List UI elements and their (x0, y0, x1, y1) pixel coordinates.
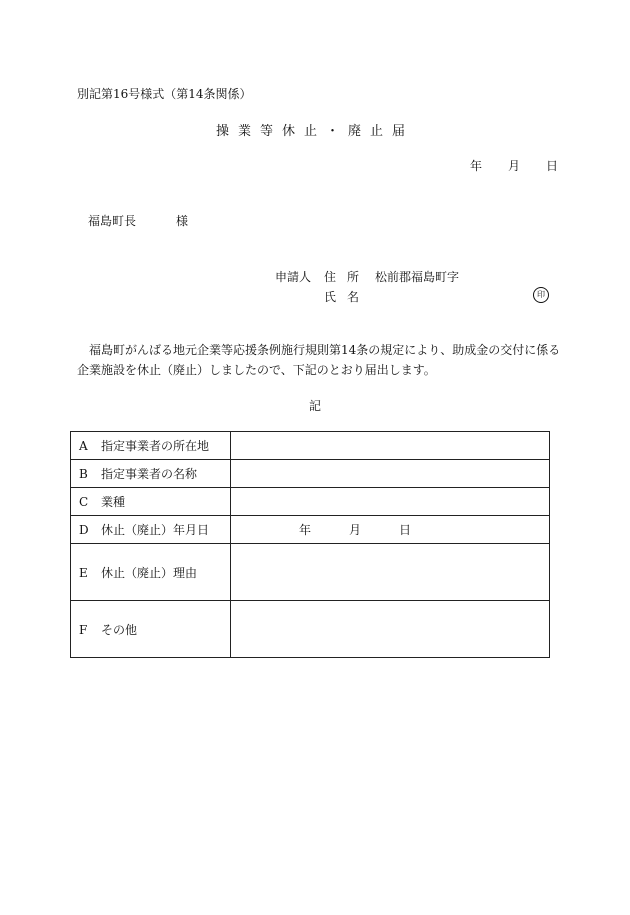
submission-date (470, 157, 558, 174)
name-label: 氏名 (324, 290, 371, 304)
row-label: D 休止（廃止）年月日 (71, 516, 231, 544)
addressee-name: 福島町長 (88, 214, 137, 228)
table-row (71, 460, 550, 488)
row-label: C 業種 (71, 488, 231, 516)
items-table (70, 431, 550, 658)
row-date-month: 月 (349, 523, 362, 537)
row-label: B 指定事業者の名称 (71, 460, 231, 488)
date-day: 日 (546, 159, 559, 173)
company-name-value-cell[interactable] (231, 460, 550, 488)
applicant-label: 申請人 (275, 270, 312, 284)
seal-mark: 印 (533, 287, 549, 303)
table-row (71, 601, 550, 658)
addressee-honorific: 様 (176, 214, 189, 228)
date-year: 年 (470, 159, 483, 173)
suspension-date-cell[interactable] (231, 516, 550, 544)
row-label: A 指定事業者の所在地 (71, 432, 231, 460)
row-date-year: 年 (299, 523, 312, 537)
industry-value-cell[interactable] (231, 488, 550, 516)
table-row (71, 488, 550, 516)
document-title: 操業等休止・廃止届 (215, 124, 414, 139)
date-month: 月 (508, 159, 521, 173)
row-label: E 休止（廃止）理由 (71, 544, 231, 601)
ki-heading: 記 (308, 399, 321, 413)
other-value-cell[interactable] (231, 601, 550, 658)
table-row (71, 432, 550, 460)
address-value: 松前郡福島町字 (375, 270, 460, 284)
reason-value-cell[interactable] (231, 544, 550, 601)
addressee (88, 212, 188, 229)
location-value-cell[interactable] (231, 432, 550, 460)
table-row (71, 544, 550, 601)
form-number: 別記第16号様式（第14条関係） (77, 87, 252, 101)
table-row (71, 516, 550, 544)
body-paragraph: 福島町がんばる地元企業等応援条例施行規則第14条の規定により、助成金の交付に係る企業施設を休止（廃止）しましたので、下記のとおり届出します。 (77, 343, 561, 377)
address-label: 住所 (324, 270, 371, 284)
row-label: F その他 (71, 601, 231, 658)
row-date-day: 日 (399, 523, 412, 537)
